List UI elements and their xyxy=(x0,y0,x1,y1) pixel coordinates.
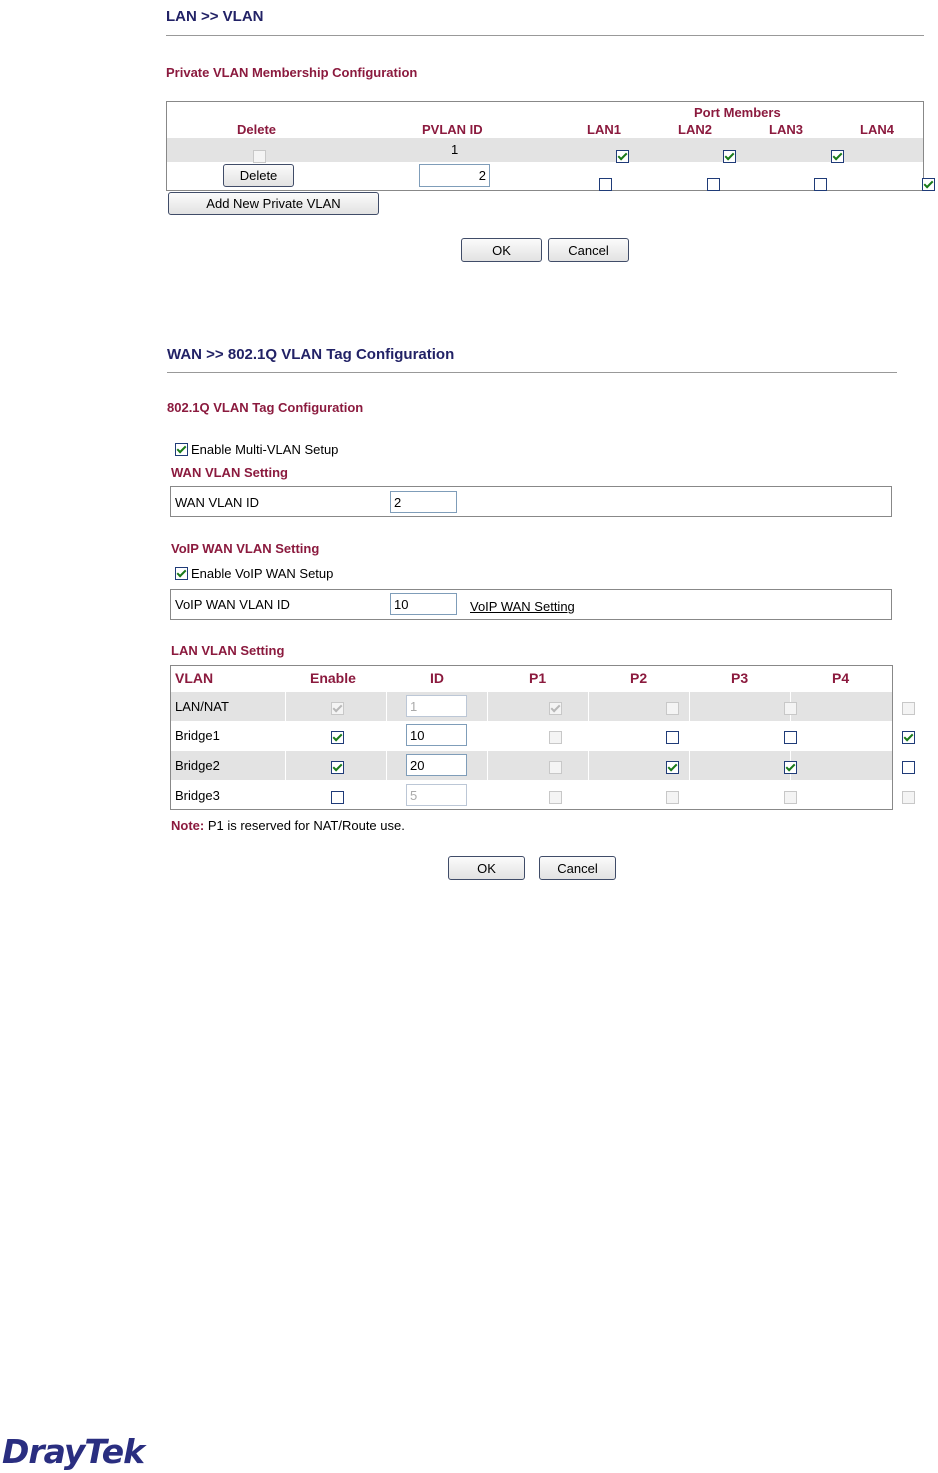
enable-multi-vlan-checkbox[interactable] xyxy=(175,443,188,456)
col-lan4: LAN4 xyxy=(860,122,894,137)
pvlan-id-value: 1 xyxy=(451,142,459,157)
bridge3-p1-checkbox xyxy=(549,791,562,804)
wan-vlan-box xyxy=(170,486,892,517)
row1-lan2-checkbox[interactable] xyxy=(723,150,736,163)
row2-lan3-checkbox[interactable] xyxy=(814,178,827,191)
col-lan2: LAN2 xyxy=(678,122,712,137)
delete-button[interactable]: Delete xyxy=(223,164,294,187)
table-row xyxy=(171,781,892,809)
bridge1-id-input[interactable] xyxy=(406,724,467,746)
bridge1-p4-checkbox[interactable] xyxy=(902,731,915,744)
voip-vlan-id-input[interactable] xyxy=(390,593,457,615)
row2-lan4-checkbox[interactable] xyxy=(922,178,935,191)
table-row xyxy=(167,162,924,191)
lannat-p3-checkbox xyxy=(784,702,797,715)
lan-cancel-button[interactable]: Cancel xyxy=(548,238,629,262)
wan-vlan-id-label: WAN VLAN ID xyxy=(175,495,260,510)
col-p3: P3 xyxy=(731,670,749,686)
wan-section-title: 802.1Q VLAN Tag Configuration xyxy=(167,400,364,415)
lannat-p4-checkbox xyxy=(902,702,915,715)
bridge1-p1-checkbox xyxy=(549,731,562,744)
pvlan-id-input[interactable] xyxy=(419,164,490,187)
wan-vlan-title: WAN VLAN Setting xyxy=(171,465,288,480)
port-members-label: Port Members xyxy=(694,105,781,120)
enable-voip[interactable] xyxy=(175,566,333,581)
bridge3-p2-checkbox xyxy=(666,791,679,804)
lan-divider xyxy=(166,35,924,36)
enable-voip-checkbox[interactable] xyxy=(175,567,188,580)
bridge3-enable-checkbox[interactable] xyxy=(331,791,344,804)
row2-lan2-checkbox[interactable] xyxy=(707,178,720,191)
pvlan-table xyxy=(166,101,924,191)
note xyxy=(171,818,405,833)
bridge2-enable-checkbox[interactable] xyxy=(331,761,344,774)
col-p2: P2 xyxy=(630,670,648,686)
lan-vlan-header xyxy=(171,666,892,690)
draytek-logo: DrayTek xyxy=(2,1432,145,1471)
vlan-name: Bridge1 xyxy=(175,728,220,743)
col-lan1: LAN1 xyxy=(587,122,621,137)
vlan-name: Bridge3 xyxy=(175,788,220,803)
vlan-name: LAN/NAT xyxy=(175,699,229,714)
bridge1-enable-checkbox[interactable] xyxy=(331,731,344,744)
col-p1: P1 xyxy=(529,670,547,686)
bridge3-id-input xyxy=(406,784,467,806)
row2-lan1-checkbox[interactable] xyxy=(599,178,612,191)
table-row xyxy=(171,751,892,780)
wan-ok-button[interactable]: OK xyxy=(448,856,525,880)
wan-breadcrumb: WAN >> 802.1Q VLAN Tag Configuration xyxy=(167,346,455,363)
table-row xyxy=(171,721,892,750)
col-lan3: LAN3 xyxy=(769,122,803,137)
lan-section-title: Private VLAN Membership Configuration xyxy=(166,65,418,80)
lan-ok-button[interactable]: OK xyxy=(461,238,542,262)
wan-cancel-button[interactable]: Cancel xyxy=(539,856,616,880)
row1-lan3-checkbox[interactable] xyxy=(831,150,844,163)
lannat-p1-checkbox xyxy=(549,702,562,715)
lannat-enable-checkbox xyxy=(331,702,344,715)
note-text: P1 is reserved for NAT/Route use. xyxy=(207,818,405,833)
voip-vlan-box xyxy=(170,589,892,620)
voip-vlan-id-label: VoIP WAN VLAN ID xyxy=(175,597,290,612)
lan-vlan-table xyxy=(170,665,893,810)
row1-lan1-checkbox[interactable] xyxy=(616,150,629,163)
wan-vlan-id-input[interactable] xyxy=(390,491,457,513)
col-vlan: VLAN xyxy=(175,670,214,686)
add-private-vlan-button[interactable]: Add New Private VLAN xyxy=(168,192,379,215)
vlan-name: Bridge2 xyxy=(175,758,220,773)
table-row xyxy=(167,138,924,162)
lannat-id-input xyxy=(406,695,467,717)
delete-checkbox[interactable] xyxy=(253,150,266,163)
note-label: Note: xyxy=(171,818,205,833)
voip-vlan-title: VoIP WAN VLAN Setting xyxy=(171,541,320,556)
col-enable: Enable xyxy=(310,670,356,686)
enable-multi-vlan[interactable] xyxy=(175,442,338,457)
col-delete: Delete xyxy=(237,122,277,137)
voip-wan-setting-link[interactable]: VoIP WAN Setting xyxy=(470,599,575,614)
col-pvlan-id: PVLAN ID xyxy=(422,122,483,137)
bridge1-p3-checkbox[interactable] xyxy=(784,731,797,744)
table-row xyxy=(171,691,892,721)
enable-multi-vlan-label: Enable Multi-VLAN Setup xyxy=(191,442,339,457)
bridge2-p2-checkbox[interactable] xyxy=(666,761,679,774)
enable-voip-label: Enable VoIP WAN Setup xyxy=(191,566,334,581)
lan-vlan-title: LAN VLAN Setting xyxy=(171,643,285,658)
bridge2-id-input[interactable] xyxy=(406,754,467,776)
lannat-p2-checkbox xyxy=(666,702,679,715)
wan-divider xyxy=(167,372,897,373)
bridge3-p4-checkbox xyxy=(902,791,915,804)
col-id: ID xyxy=(430,670,444,686)
lan-breadcrumb: LAN >> VLAN xyxy=(166,8,264,25)
bridge2-p3-checkbox[interactable] xyxy=(784,761,797,774)
bridge2-p1-checkbox xyxy=(549,761,562,774)
bridge1-p2-checkbox[interactable] xyxy=(666,731,679,744)
bridge3-p3-checkbox xyxy=(784,791,797,804)
bridge2-p4-checkbox[interactable] xyxy=(902,761,915,774)
col-p4: P4 xyxy=(832,670,850,686)
